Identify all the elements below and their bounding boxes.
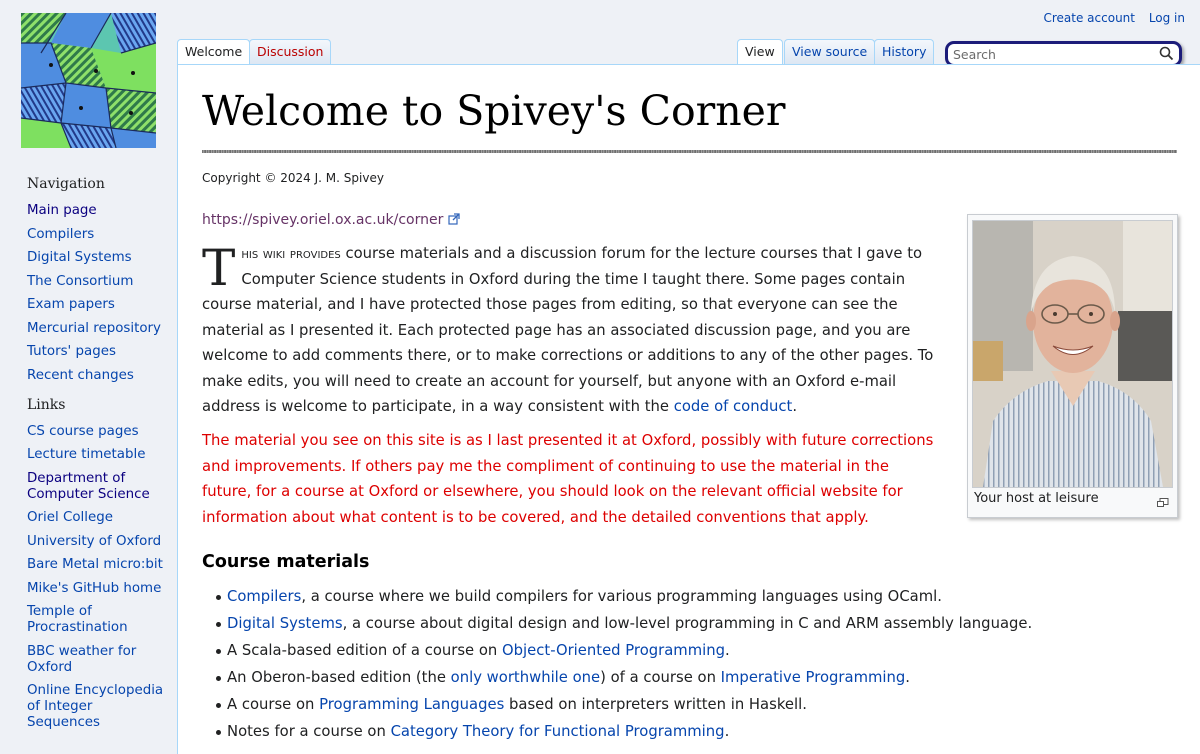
links-heading: Links — [27, 396, 66, 413]
site-logo[interactable] — [21, 13, 156, 148]
thumbnail-frame — [967, 214, 1178, 518]
course-desc: An Oberon-based edition (the — [227, 669, 451, 686]
sidebar-item-oriel[interactable]: Oriel College — [27, 510, 113, 525]
course-link-category-theory[interactable]: Category Theory for Functional Programming — [390, 723, 725, 740]
course-desc: , a course where we build compilers for various programming languages using OCaml. — [301, 588, 942, 605]
code-of-conduct-link[interactable]: code of conduct — [673, 398, 793, 415]
list-item — [202, 691, 1102, 718]
tessellation-logo-icon — [21, 13, 156, 148]
intro-smallcaps: his wiki provides — [241, 245, 341, 262]
course-desc: A Scala-based edition of a course on — [227, 642, 502, 659]
list-item — [202, 583, 1102, 610]
intro-end: . — [792, 398, 798, 415]
list-item — [202, 637, 1102, 664]
copyright-notice: Copyright © 2024 J. M. Spivey — [202, 171, 384, 185]
thumbnail-caption: Your host at leisure — [974, 491, 1099, 506]
sidebar-item-bare-metal[interactable]: Bare Metal micro:bit — [27, 557, 163, 572]
tab-discussion[interactable]: Discussion — [249, 39, 331, 64]
course-desc: based on interpreters written in Haskell. — [504, 696, 807, 713]
sidebar-item-tutors-pages[interactable]: Tutors' pages — [27, 344, 116, 359]
external-url-link[interactable] — [202, 212, 460, 228]
sidebar-item-cs-course-pages[interactable]: CS course pages — [27, 423, 139, 439]
course-desc: . — [725, 642, 730, 659]
main-content — [177, 64, 1200, 754]
course-materials-heading: Course materials — [202, 552, 370, 572]
course-desc: A course on — [227, 696, 320, 713]
course-desc: ) of a course on — [600, 669, 721, 686]
intro-text: course materials and a discussion forum for the lecture courses that I gave to Computer Science students in Oxford during the time I taught there. Some pages contain course material, and I have protected those pages from editing, so that everyone can see the material as I presented it. Each protected page has an associated discussion page, and you are welcome to add comments there, or to make corrections or additions to any of the other pages. To make edits, you will need to create an account for yourself, but anyone with an Oxford e-mail address is welcome to participate, in a way consistent with the — [202, 245, 934, 415]
course-link-oop[interactable]: Object-Oriented Programming — [502, 642, 725, 659]
list-item — [202, 610, 1102, 637]
course-link-digital-systems[interactable]: Digital Systems — [227, 615, 343, 632]
course-desc: . — [724, 723, 730, 740]
search-input[interactable] — [948, 45, 1158, 64]
navigation-portal — [27, 176, 167, 384]
tab-view[interactable]: View — [737, 39, 783, 65]
magnify-icon[interactable] — [1157, 493, 1169, 512]
course-link-programming-languages[interactable]: Programming Languages — [319, 696, 505, 713]
tab-welcome[interactable]: Welcome — [177, 39, 250, 65]
course-desc: , a course about digital design and low-level programming in C and ARM assembly language. — [342, 615, 1033, 632]
personal-tools — [1033, 11, 1185, 25]
page-title: Welcome to Spivey's Corner — [202, 87, 786, 135]
tab-history[interactable]: History — [874, 39, 934, 64]
sidebar-item-lecture-timetable[interactable]: Lecture timetable — [27, 447, 146, 462]
intro-paragraph — [202, 241, 937, 420]
sidebar — [27, 176, 167, 739]
course-desc: . — [905, 669, 911, 686]
course-link-oberon[interactable]: only worthwhile one — [450, 669, 601, 686]
list-item — [202, 664, 1102, 691]
sidebar-item-department[interactable]: Department of Computer Science — [27, 470, 150, 502]
host-photo[interactable] — [972, 220, 1173, 488]
title-divider — [202, 150, 1177, 153]
tab-view-source[interactable]: View source — [784, 39, 875, 64]
course-desc: Notes for a course on — [227, 723, 391, 740]
sidebar-item-oxford[interactable]: University of Oxford — [27, 533, 162, 549]
sidebar-item-digital-systems[interactable]: Digital Systems — [27, 250, 132, 265]
sidebar-item-compilers[interactable]: Compilers — [27, 226, 95, 242]
sidebar-item-oeis[interactable]: Online Encyclopedia of Integer Sequences — [27, 683, 164, 730]
search-icon[interactable] — [1159, 46, 1174, 65]
course-link-compilers[interactable]: Compilers — [227, 588, 302, 605]
course-link-imperative[interactable]: Imperative Programming — [720, 669, 906, 686]
sidebar-item-exam-papers[interactable]: Exam papers — [27, 297, 115, 312]
sidebar-item-mercurial[interactable]: Mercurial repository — [27, 320, 161, 336]
course-list — [202, 583, 1102, 745]
sidebar-item-main-page[interactable]: Main page — [27, 203, 97, 218]
red-notice: The material you see on this site is as I last presented it at Oxford, possibly with future corrections and improvements. If others pay me the compliment of continuing to use the material in the future, for a course at Oxford or elsewhere, you should look on the relevant official website for information about what content is to be covered, and the detailed conventions that apply. — [202, 432, 934, 526]
list-item — [202, 718, 1102, 745]
external-url-text: https://spivey.oriel.ox.ac.uk/corner — [202, 212, 444, 228]
sidebar-item-consortium[interactable]: The Consortium — [27, 273, 134, 289]
drop-cap: T — [202, 239, 236, 297]
sidebar-item-bbc-weather[interactable]: BBC weather for Oxford — [27, 643, 137, 675]
links-portal — [27, 397, 167, 732]
log-in-link[interactable]: Log in — [1148, 11, 1185, 25]
external-link-icon — [448, 212, 460, 228]
sidebar-item-procrastination[interactable]: Temple of Procrastination — [27, 604, 128, 635]
navigation-heading: Navigation — [27, 176, 105, 192]
sidebar-item-recent-changes[interactable]: Recent changes — [27, 367, 134, 383]
create-account-link[interactable]: Create account — [1043, 11, 1135, 25]
sidebar-item-github[interactable]: Mike's GitHub home — [27, 580, 162, 596]
